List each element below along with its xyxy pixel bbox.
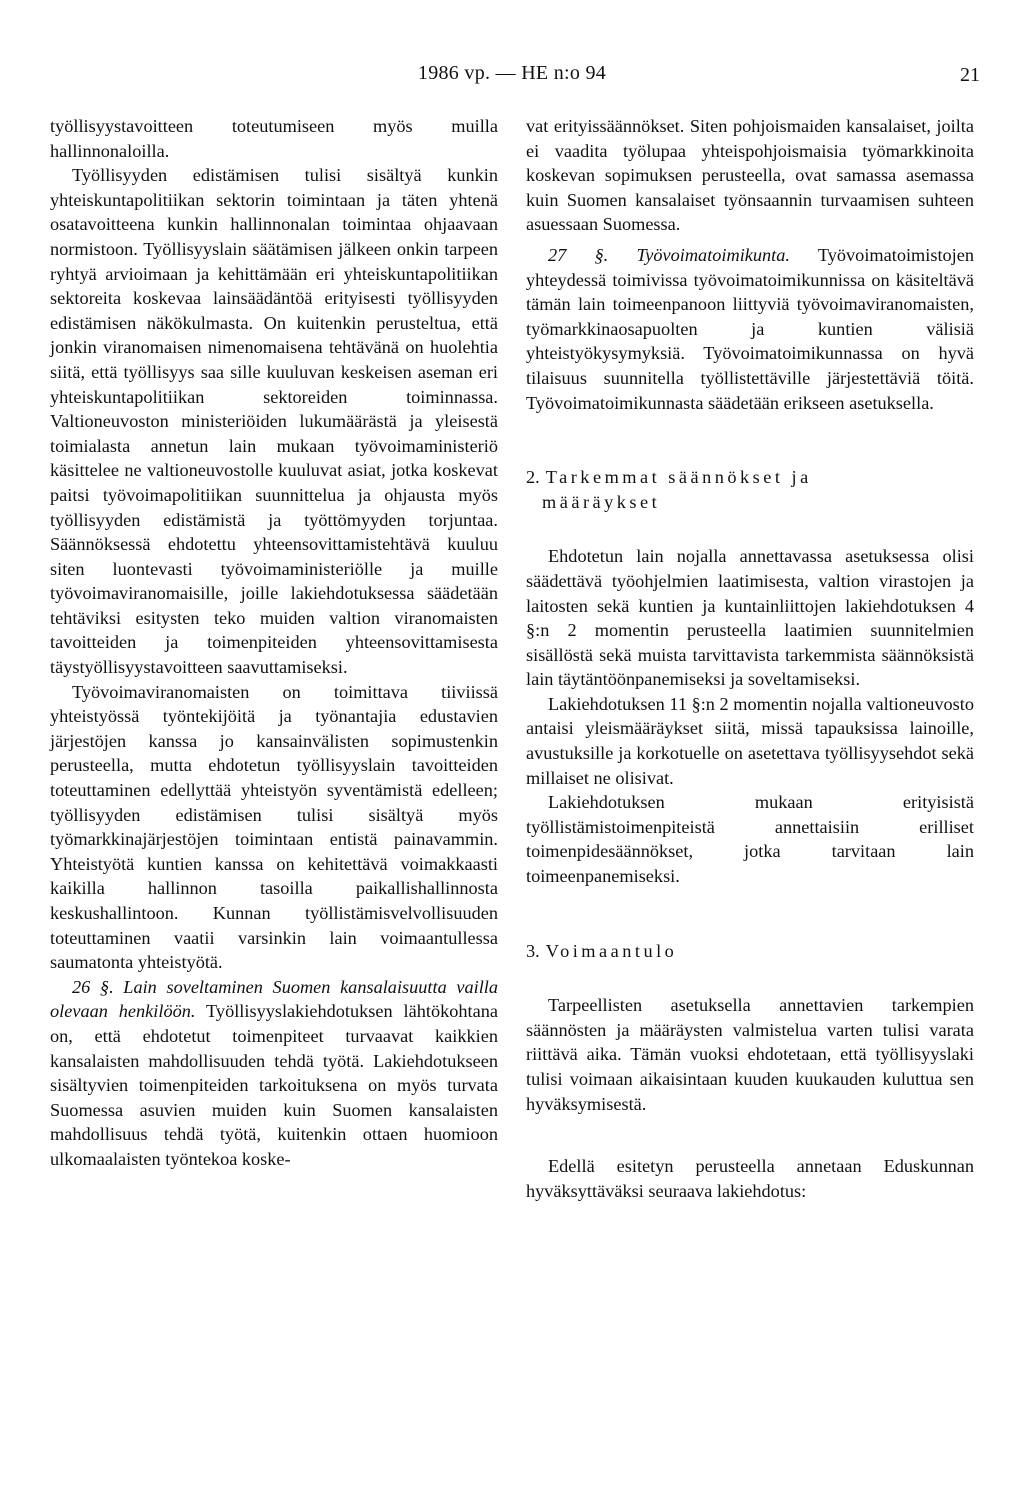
heading-2-number: 2. bbox=[526, 467, 540, 488]
left-column bbox=[50, 114, 498, 1172]
paragraph-bill-proposal: Edellä esitetyn perusteella annetaan Eduskunnan hyväksyttäväksi seuraava lakiehdotus: bbox=[526, 1156, 974, 1201]
section-26-title: 26 §. Lain soveltaminen Suomen kansalaisuutta vailla olevaan henkilöön. bbox=[50, 976, 498, 1022]
heading-2-line-2: määräykset bbox=[542, 491, 661, 512]
paragraph-special-measures: Lakiehdotuksen mukaan erityisistä työllistämistoimenpiteistä annettaisiin erilliset toimenpidesäännökset, jotka tarvitaan lain toimeenpanemiseksi. bbox=[526, 792, 974, 887]
heading-entry-into-force bbox=[526, 939, 974, 964]
paragraph-employment-promotion: Työllisyyden edistämisen tulisi sisältyä kunkin yhteiskuntapolitiikan sektorin toimintaan ja täten yhtenä osatavoitteena kunkin hallinnonalan toimintaa ohjaavaan normistoon. Työllisyyslain säätämisen jälkeen onkin tarpeen ryhtyä arvioimaan ja kehittämään eri yhteiskuntapolitiikan sektoreita koskevaa lainsäädäntöä erityisesti työllisyyden edistämisen näkökulmasta. On kuitenkin perusteltua, että jonkin viranomaisen nimenomaisena tehtävänä on huolehtia siitä, että työllisyys saa sille kuuluvan keskeisen aseman eri yhteiskuntapolitiikan sektoreiden toiminnassa. Valtioneuvoston ministeriöiden lukumäärästä ja yleisestä toimialasta annetun lain mukaan työvoimaministeriö käsittelee ne valtioneuvostolle kuuluvat asiat, jotka koskevat paitsi työvoimapolitiikan suunnittelua ja ohjausta myös työllisyyden edistämistä ja työttömyyden torjuntaa. Säännöksessä ehdotettu yhteensovittamistehtävä kuuluu siten luontevasti työvoimaministeriölle ja muille työvoimaviranomaisille, joille lakiehdotuksessa säädetään tehtäviksi esitysten teko muiden valtion viranomaisten tavoitteiden ja toimenpiteiden yhteensovittamisesta täystyöllisyystavoitteen saavuttamiseksi. bbox=[50, 165, 498, 678]
paragraph-decree: Ehdotetun lain nojalla annettavassa asetuksessa olisi säädettävä työohjelmien laatimisesta, valtion virastojen ja laitosten sekä kuntien ja kuntainliittojen lakiehdotuksen 4 §:n 2 momentin perusteella laatimien suunnitelmien sisällöstä sekä muista tarvittavista tarkemmista säännöksistä lain täytäntöönpanemiseksi ja soveltamiseksi. bbox=[526, 546, 974, 690]
paragraph-council-orders: Lakiehdotuksen 11 §:n 2 momentin nojalla valtioneuvosto antaisi yleismääräykset siitä, missä tapauksissa lainoille, avustuksille ja korkotuelle on asetettava työllisyysehdot sekä millaiset ne olisivat. bbox=[526, 693, 974, 788]
section-27-title: 27 §. Työvoimatoimikunta. bbox=[548, 244, 790, 265]
heading-2-line-1: Tarkemmat säännökset ja bbox=[545, 467, 812, 488]
running-header: 1986 vp. — HE n:o 94 bbox=[417, 62, 607, 84]
heading-3-text: Voimaantulo bbox=[545, 940, 678, 961]
paragraph-preparation-time: Tarpeellisten asetuksella annettavien tarkempien säännösten ja määräysten valmistelua varten tulisi varata riittävä aika. Tämän vuoksi ehdotetaan, että työllisyyslaki tulisi voimaan aikaisintaan kuuden kuukauden kuluttua sen hyväksymisestä. bbox=[526, 995, 974, 1114]
section-26-body: Työllisyyslakiehdotuksen lähtökohtana on, että ehdotetut toimenpiteet turvaavat kaikkien kansalaisten mahdollisuuden tehdä työtä. Lakiehdotukseen sisältyvien toimenpiteiden tarkoituksena on myös turvata Suomessa asuvien muiden kuin Suomen kansalaisten mahdollisuus tehdä työtä, kuitenkin ottaen huomioon ulkomaalaisten työntekoa koske- bbox=[50, 1001, 498, 1169]
section-27-body: Työvoimatoimistojen yhteydessä toimivissa työvoimatoimikunnissa on käsiteltävä tämän lain toimeenpanoon liittyviä työvoimaviranomaisten, työmarkkinaosapuolten ja kuntien välisiä yhteistyökysymyksiä. Työvoimatoimikunnassa on hyvä tilaisuus suunnitella työllistettäville järjestettäviä töitä. Työvoimatoimikunnasta säädetään erikseen asetuksella. bbox=[526, 244, 975, 413]
paragraph-section-26 bbox=[50, 975, 498, 1172]
heading-3-number: 3. bbox=[526, 940, 540, 961]
heading-detailed-provisions bbox=[526, 465, 974, 514]
paragraph-nordic-citizens: vat erityissäännökset. Siten pohjoismaiden kansalaiset, joilta ei vaadita työlupaa yhteispohjoismaisia työmarkkinoita koskevan sopimuksen perusteella, ovat samassa asemassa kuin Suomen kansalaiset työnsaannin turvaamisen suhteen asuessaan Suomessa. bbox=[526, 116, 974, 235]
page-number: 21 bbox=[960, 64, 980, 86]
paragraph-section-27 bbox=[526, 243, 974, 415]
paragraph-cooperation: Työvoimaviranomaisten on toimittava tiiviissä yhteistyössä työntekijöitä ja työnantajia edustavien järjestöjen kanssa jo kansainvälisten sopimustenkin perusteella, mutta ehdotetun työllisyyslain tavoitteiden toteuttaminen edellyttää yhteistyön syventämistä edelleen; työllisyyden edistämisen tulisi sisältyä myös työmarkkinajärjestöjen toimintaan entistä painavammin. Yhteistyötä kuntien kanssa on kehitettävä voimakkaasti kaikilla hallinnon tasoilla paikallishallinnosta keskushallintoon. Kunnan työllistämisvelvollisuuden toteuttaminen vaatii varsinkin lain voimaantullessa saumatonta yhteistyötä. bbox=[50, 681, 498, 973]
paragraph-continuation: työllisyystavoitteen toteutumiseen myös muilla hallinnonaloilla. bbox=[50, 116, 498, 161]
right-column bbox=[526, 114, 974, 1203]
